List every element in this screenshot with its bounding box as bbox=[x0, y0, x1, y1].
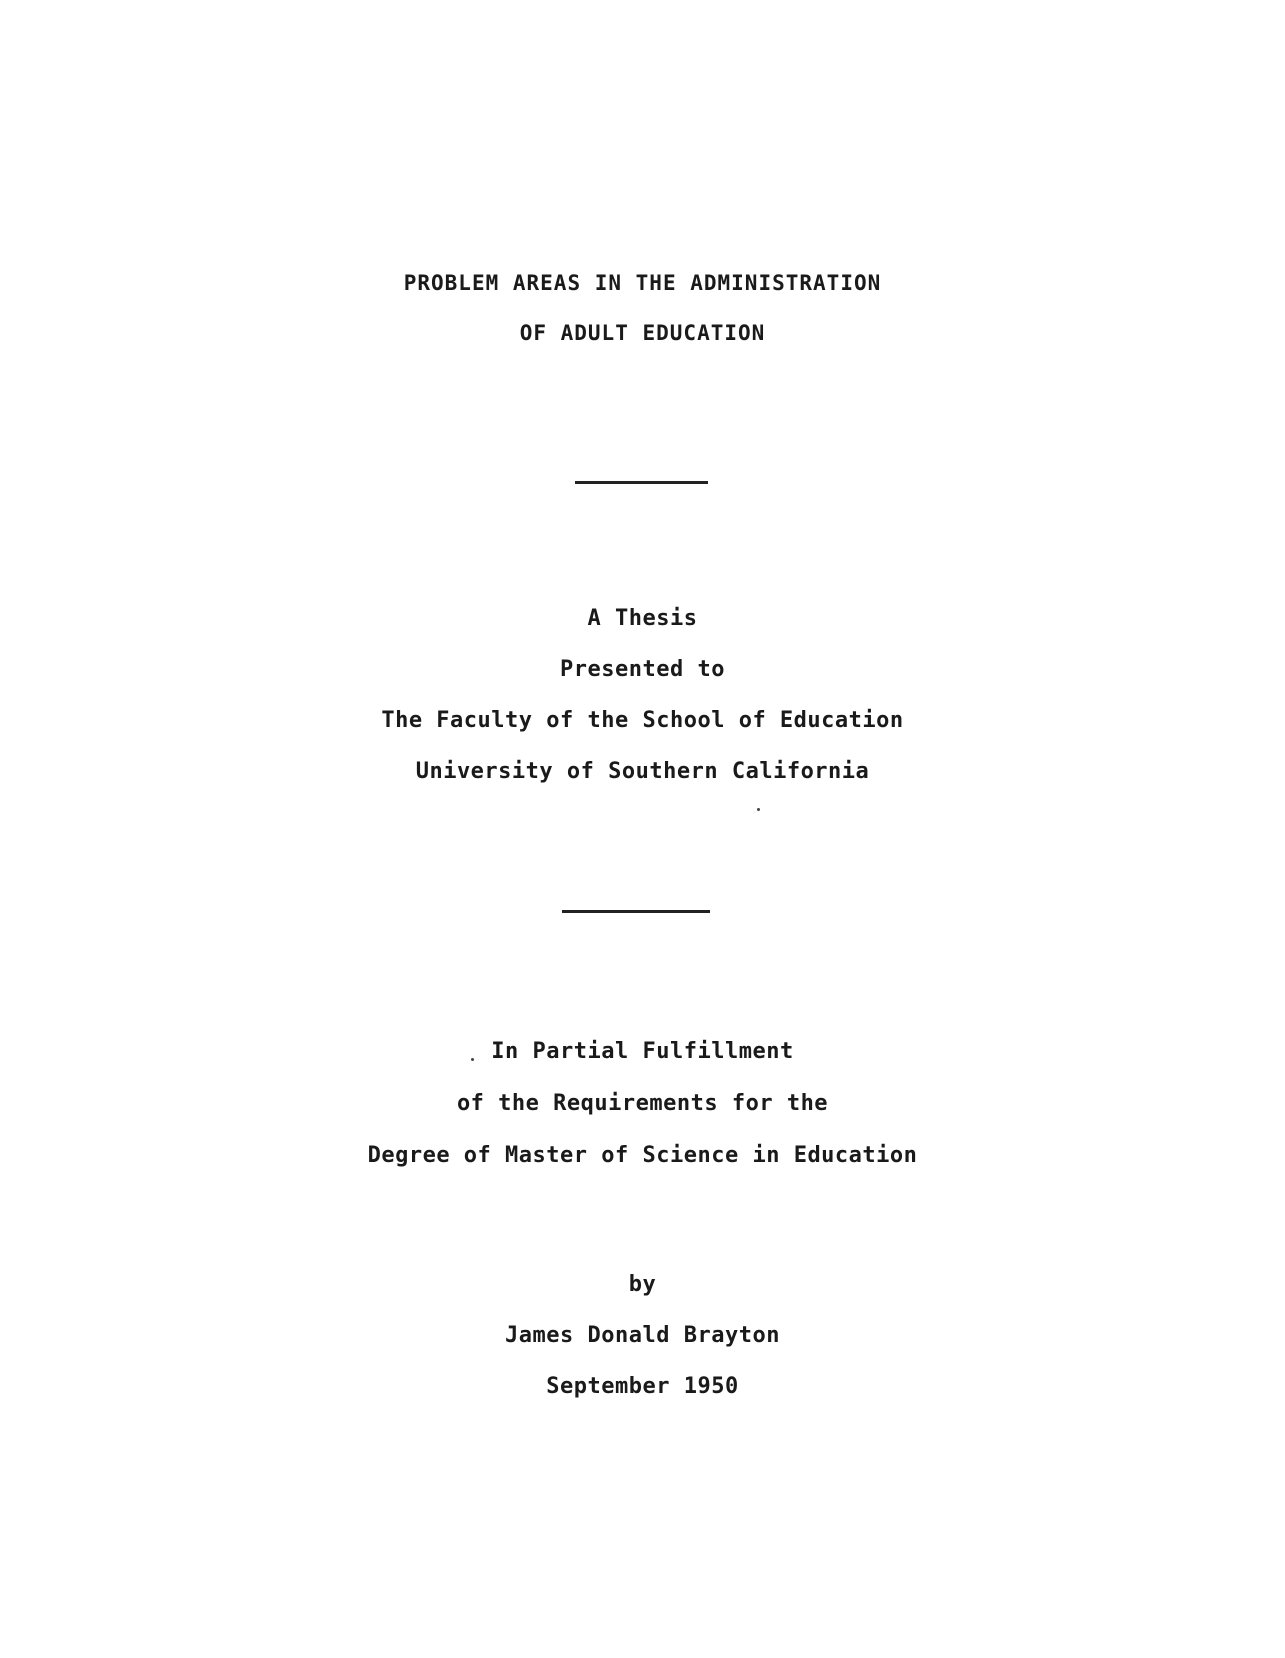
by-label: by bbox=[628, 1272, 657, 1297]
fulfillment-line-1: In Partial Fulfillment bbox=[491, 1039, 794, 1064]
scan-speck bbox=[471, 1058, 474, 1061]
author-name: James Donald Brayton bbox=[505, 1323, 780, 1348]
degree-line: Degree of Master of Science in Education bbox=[367, 1143, 918, 1168]
section-divider-2 bbox=[562, 910, 710, 913]
fulfillment-line-2: of the Requirements for the bbox=[456, 1091, 829, 1116]
presented-to-line: Presented to bbox=[560, 657, 725, 682]
thesis-title-line-2: OF ADULT EDUCATION bbox=[519, 321, 766, 345]
university-line: University of Southern California bbox=[415, 759, 870, 784]
scan-speck bbox=[757, 808, 760, 811]
thesis-title-line-1: PROBLEM AREAS IN THE ADMINISTRATION bbox=[403, 271, 882, 295]
thesis-label: A Thesis bbox=[587, 606, 698, 631]
submission-date: September 1950 bbox=[546, 1374, 739, 1399]
faculty-line: The Faculty of the School of Education bbox=[381, 708, 904, 733]
section-divider-1 bbox=[575, 481, 708, 484]
